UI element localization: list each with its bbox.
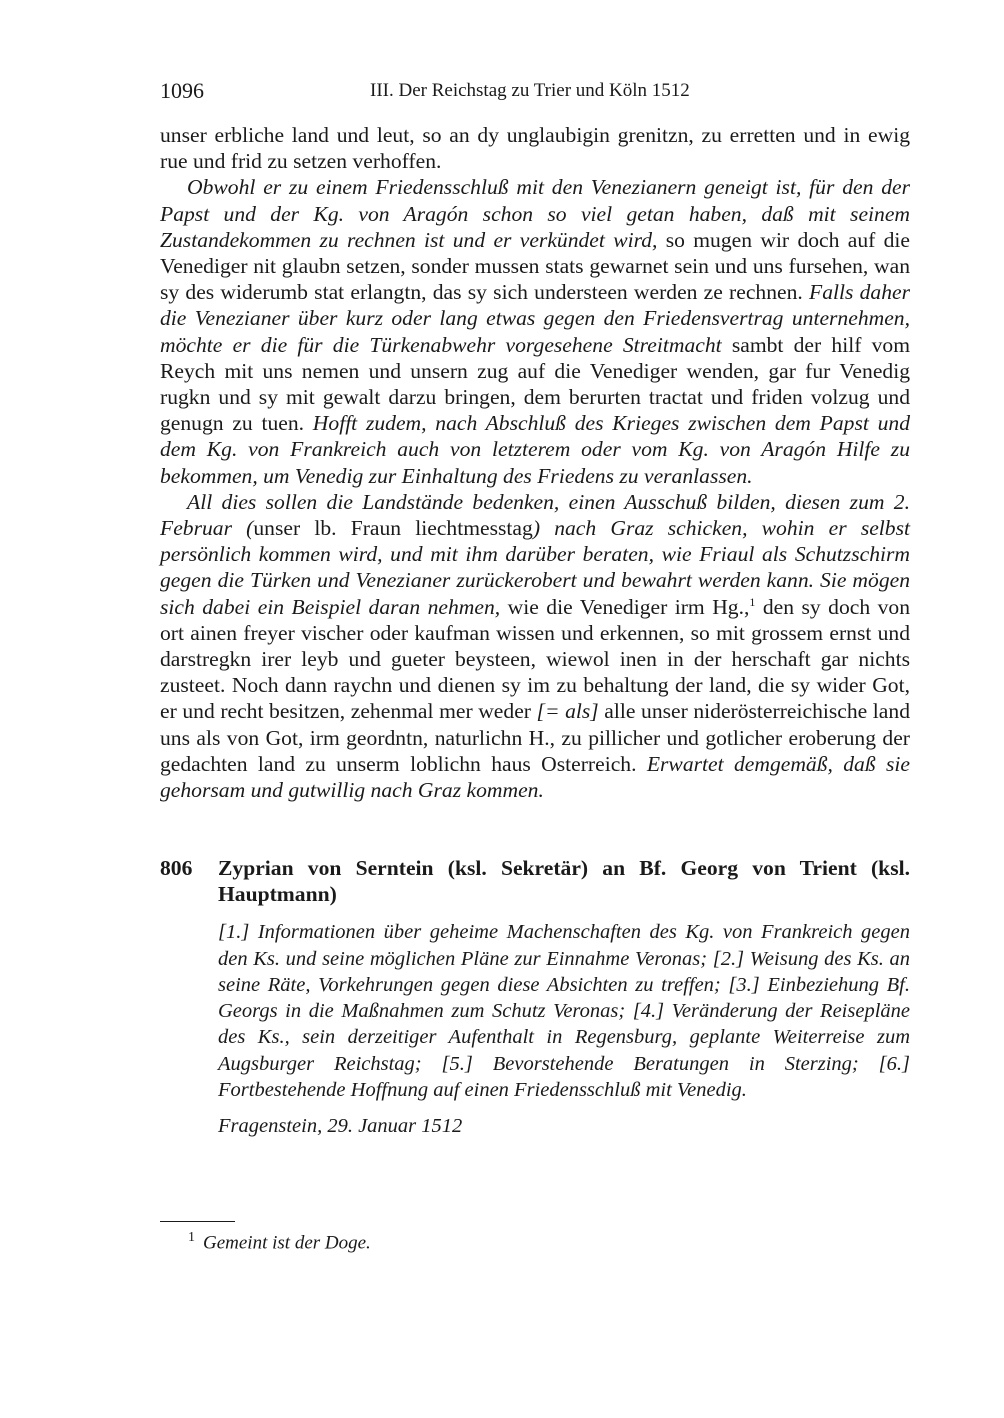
page bbox=[160, 78, 910, 1138]
summary-text: Falls daher die Venezianer über kurz oder lang etwas gegen den Friedensvertrag unternehmen, möchte er die für die Türkenabwehr vorgesehene Streitmacht bbox=[160, 280, 910, 357]
running-title: III. Der Reichstag zu Trier und Köln 1512 bbox=[370, 80, 690, 101]
body-text bbox=[160, 122, 910, 803]
quote-text: unser lb. Fraun liechtmesstag bbox=[253, 516, 533, 541]
document-regest: [1.] Informationen über geheime Machenschaften des Kg. von Frankreich gegen den Ks. und seine möglichen Pläne zur Einnahme Veronas; [2.] Weisung des Ks. an seine Räte, Vorkehrungen gegen diese Absichten zu treffen; [3.] Einbeziehung Bf. Georgs in die Maßnahmen zum Schutz Veronas; [4.] Veränderung der Reisepläne des Ks., sein derzeitiger Aufenthalt in Regensburg, geplante Weiterreise zum Augsburger Reichstag; [5.] Bevorstehende Beratungen in Sterzing; [6.] Fortbestehende Hoffnung auf einen Friedensschluß mit Venedig. bbox=[218, 921, 910, 1102]
summary-text: ) nach Graz schicken, wohin er selbst persönlich kommen wird, und mit ihm darüber beraten, wie Friaul als Schutzschirm gegen die Türken und Venezianer zurückerobert und bewahrt werden kann. Sie mögen sich dabei ein Beispiel daran nehmen, bbox=[160, 516, 911, 619]
summary-text: Obwohl er zu einem Friedensschluß mit den Venezianern geneigt ist, für den der Papst und der Kg. von Aragón schon so viel getan haben, daß mit seinem Zustandekommen zu rechnen ist und er verkündet wird, bbox=[160, 175, 910, 252]
quote-text: wie die Venediger irm Hg., bbox=[500, 594, 750, 619]
document-title: Zyprian von Serntein (ksl. Sekretär) an Bf. Georg von Trient (ksl. Hauptmann) bbox=[218, 856, 910, 907]
quote-text: so mugen wir doch auf die Venediger nit glaubn setzen, sonder mussen stats gewarnet sein und uns fursehen, wan sy des widerumb stat erlangtn, das sy sich understeen werden ze rechnen. bbox=[160, 227, 911, 305]
footnote bbox=[188, 1230, 371, 1254]
paragraph-1-text: unser erbliche land und leut, so an dy unglaubigin grenitzn, zu erretten und in ewig rue und frid zu setzen verhoffen. bbox=[160, 123, 910, 174]
summary-text: All dies sollen die Landstände bedenken, einen Ausschuß bilden, diesen zum 2. Februar ( bbox=[160, 489, 910, 541]
footnote-text: Gemeint ist der Doge. bbox=[203, 1232, 371, 1254]
paragraph-2 bbox=[160, 174, 910, 488]
document-dateline: Fragenstein, 29. Januar 1512 bbox=[218, 1115, 463, 1138]
quote-text: alle unser niderösterreichische land uns als von Got, irm geordntn, naturlichn H., zu pillicher und gotlicher eroberung der gedachten land zu unserm loblichn haus Osterreich. bbox=[160, 699, 910, 776]
paragraph-1 bbox=[160, 122, 910, 174]
summary-text: Erwartet demgemäß, daß sie gehorsam und gutwillig nach Graz kommen. bbox=[160, 751, 910, 803]
editorial-insertion: [= als] bbox=[536, 699, 599, 724]
document-header bbox=[160, 855, 910, 907]
quote-text: den sy doch von ort ainen freyer vischer oder kaufman wissen und erkennen, so mit grossem ernst und darstregkn irer leyb und gueter beysteen, wiewol inen in der herschaft gar nichts zusteet. Noch dann raychn und dienen sy im zu behaltung der land, die sy wider Got, er und recht besitzen, zehenmal mer weder bbox=[160, 594, 910, 724]
footnote-number: 1 bbox=[188, 1230, 195, 1245]
paragraph-3 bbox=[160, 489, 910, 803]
summary-text: Hofft zudem, nach Abschluß des Krieges zwischen dem Papst und dem Kg. von Frankreich auch von letzterem oder vom Kg. von Aragón Hilfe zu bekommen, um Venedig zur Einhaltung des Friedens zu veranlassen. bbox=[160, 411, 910, 488]
footnote-reference[interactable]: 1 bbox=[749, 594, 756, 609]
footnote-separator bbox=[160, 1221, 235, 1222]
running-head bbox=[160, 78, 910, 108]
document-number: 806 bbox=[160, 856, 193, 881]
quote-text: sambt der hilf vom Reych mit uns nemen und unsern zug auf die Venediger wenden, gar fur Venedig rugkn und sy mit gewalt darzu bringen, dem berurten tractat und friden volzug und genugn zu tuen. bbox=[160, 332, 911, 436]
page-number: 1096 bbox=[160, 78, 204, 103]
